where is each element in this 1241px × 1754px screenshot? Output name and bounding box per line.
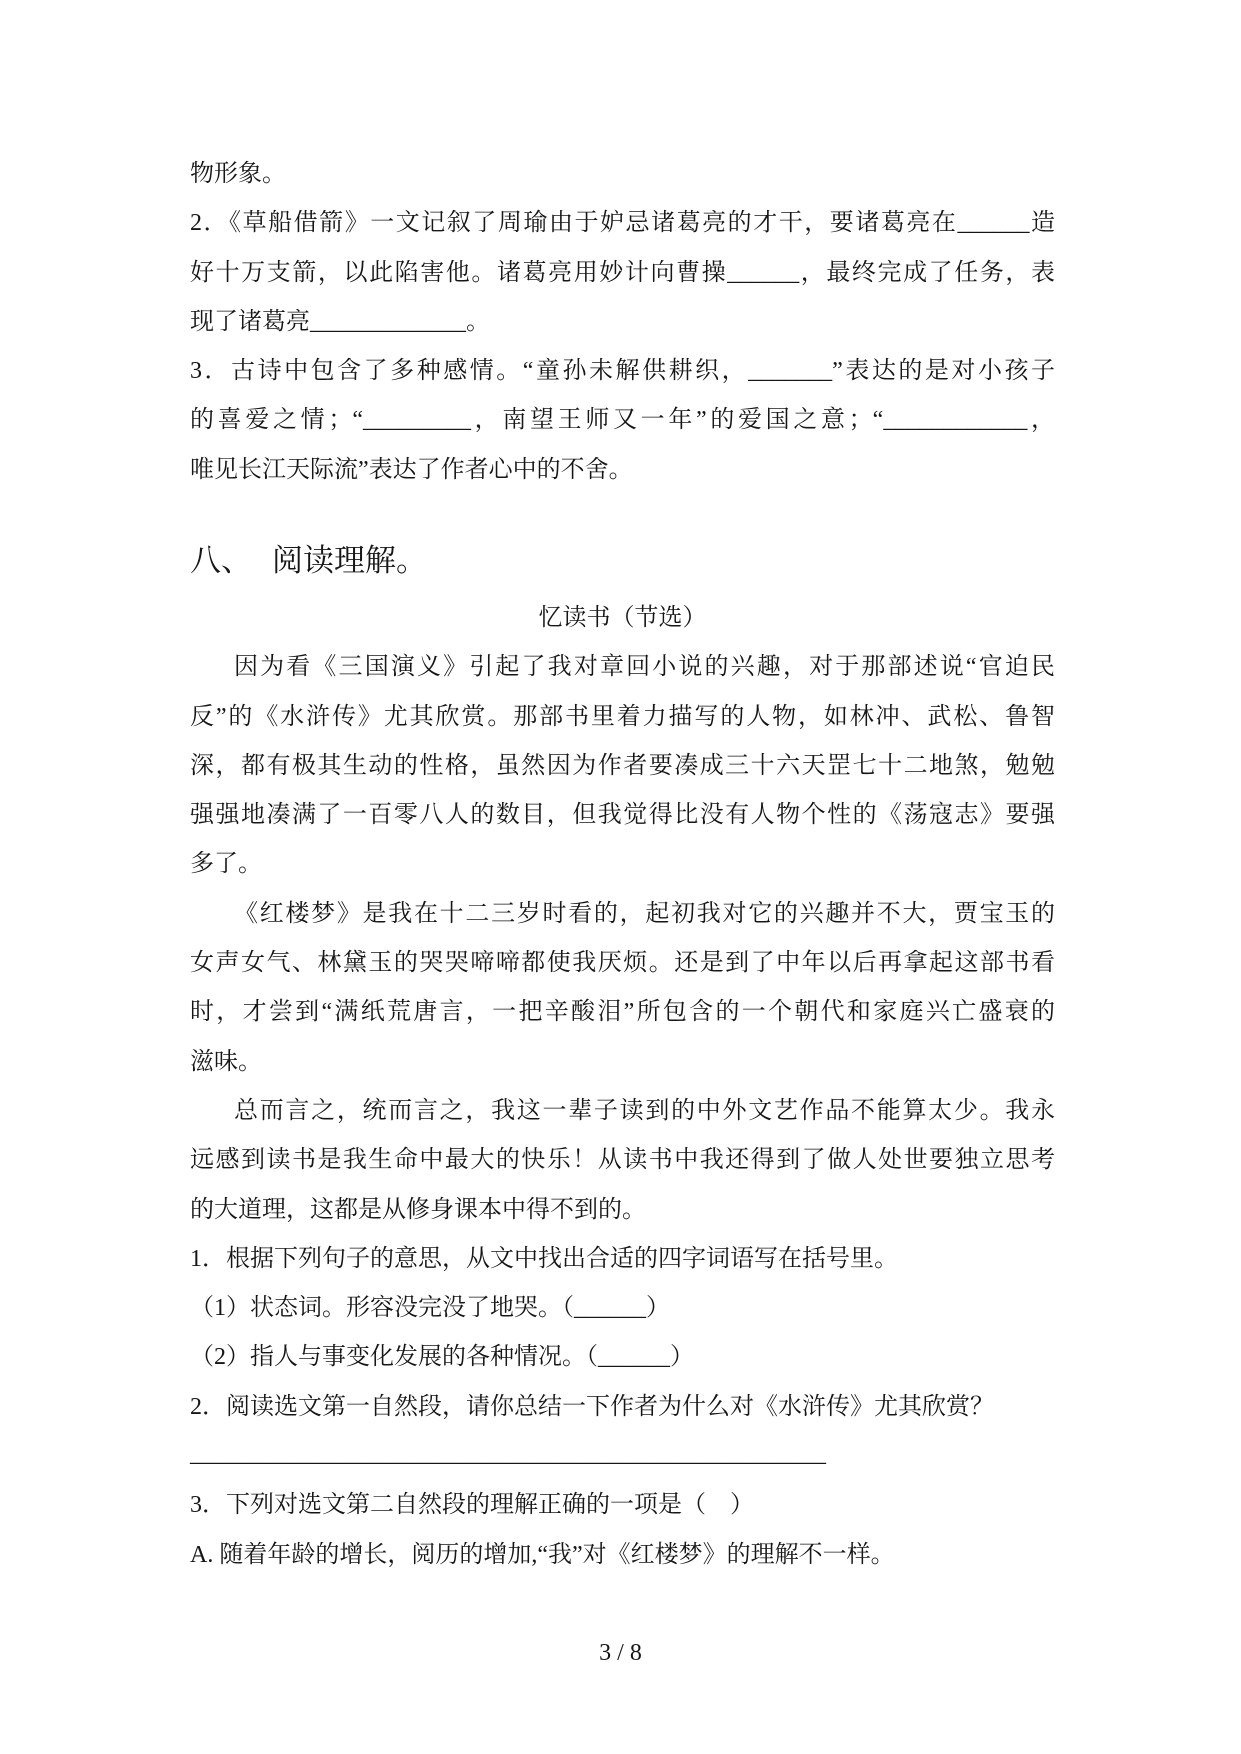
reading-question-1 [190,1235,1055,1383]
page-number: 3 / 8 [599,1640,642,1666]
reading-question-2 [190,1383,1055,1482]
paragraph-line: 深，都有极其生动的性格，虽然因为作者要凑成三十六天罡七十二地煞，勉勉 [190,752,1055,779]
paragraph-line: 时，才尝到“满纸荒唐言，一把辛酸泪”所包含的一个朝代和家庭兴亡盛衰的 [190,999,1055,1026]
paragraph-line: 《红楼梦》是我在十二三岁时看的，起初我对它的兴趣并不大，贾宝玉的 [234,900,1055,927]
question-prompt: 2．阅读选文第一自然段，请你总结一下作者为什么对《水浒传》尤其欣赏？ [190,1393,994,1420]
question-prompt: 1．根据下列句子的意思，从文中找出合适的四字词语写在括号里。 [190,1245,898,1272]
continuation-line: 物形象。 [190,161,286,187]
fill-in-question-2 [190,199,1055,347]
answer-line: _____________________________________________________ [190,1441,826,1468]
passage-title: 忆读书（节选） [538,605,707,631]
paragraph-line: 远感到读书是我生命中最大的快乐！从读书中我还得到了做人处世要独立思考 [190,1147,1055,1174]
paragraph-line: 女声女气、林黛玉的哭哭啼啼都使我厌烦。还是到了中年以后再拿起这部书看 [190,950,1055,977]
section-heading [190,541,427,581]
question-line: 2．《草船借箭》一文记叙了周瑜由于妒忌诸葛亮的才干，要诸葛亮在______造 [190,210,1055,237]
paragraph-line: 的大道理，这都是从修身课本中得不到的。 [190,1196,646,1223]
answer-option: A. 随着年龄的增长，阅历的增加,“我”对《红楼梦》的理解不一样。 [190,1541,895,1568]
question-line: 3．古诗中包含了多种感情。“童孙未解供耕织，_______”表达的是对小孩子 [190,358,1055,385]
question-item: （2）指人与事变化发展的各种情况。（______） [190,1344,694,1371]
passage-paragraph-1 [190,643,1055,889]
paragraph-line: 因为看《三国演义》引起了我对章回小说的兴趣，对于那部述说“官迫民 [234,654,1055,681]
reading-section [190,594,1055,1580]
section-title: 阅读理解。 [272,543,427,578]
fill-in-questions [190,150,1055,495]
passage-paragraph-3 [190,1087,1055,1235]
question-line: 好十万支箭，以此陷害他。诸葛亮用妙计向曹操______，最终完成了任务，表 [190,259,1055,286]
fill-in-question-3 [190,347,1055,495]
paragraph-line: 多了。 [190,851,262,878]
question-item: （1）状态词。形容没完没了地哭。（______） [190,1295,670,1322]
paragraph-line: 总而言之，统而言之，我这一辈子读到的中外文艺作品不能算太少。我永 [234,1097,1055,1124]
question-line: 的喜爱之情；“_________，南望王师又一年”的爱国之意；“____________， [190,407,1055,434]
reading-question-3 [190,1481,1055,1580]
passage-paragraph-2 [190,890,1055,1087]
question-line: 唯见长江天际流”表达了作者心中的不舍。 [190,456,633,483]
paragraph-line: 强强地凑满了一百零八人的数目，但我觉得比没有人物个性的《荡寇志》要强 [190,802,1055,829]
section-number: 八、 [190,543,252,578]
question-line: 现了诸葛亮_____________。 [190,308,490,335]
paragraph-line: 滋味。 [190,1048,262,1075]
paragraph-line: 反”的《水浒传》尤其欣赏。那部书里着力描写的人物，如林冲、武松、鲁智 [190,703,1055,730]
question-prompt: 3．下列对选文第二自然段的理解正确的一项是（ ） [190,1492,754,1519]
